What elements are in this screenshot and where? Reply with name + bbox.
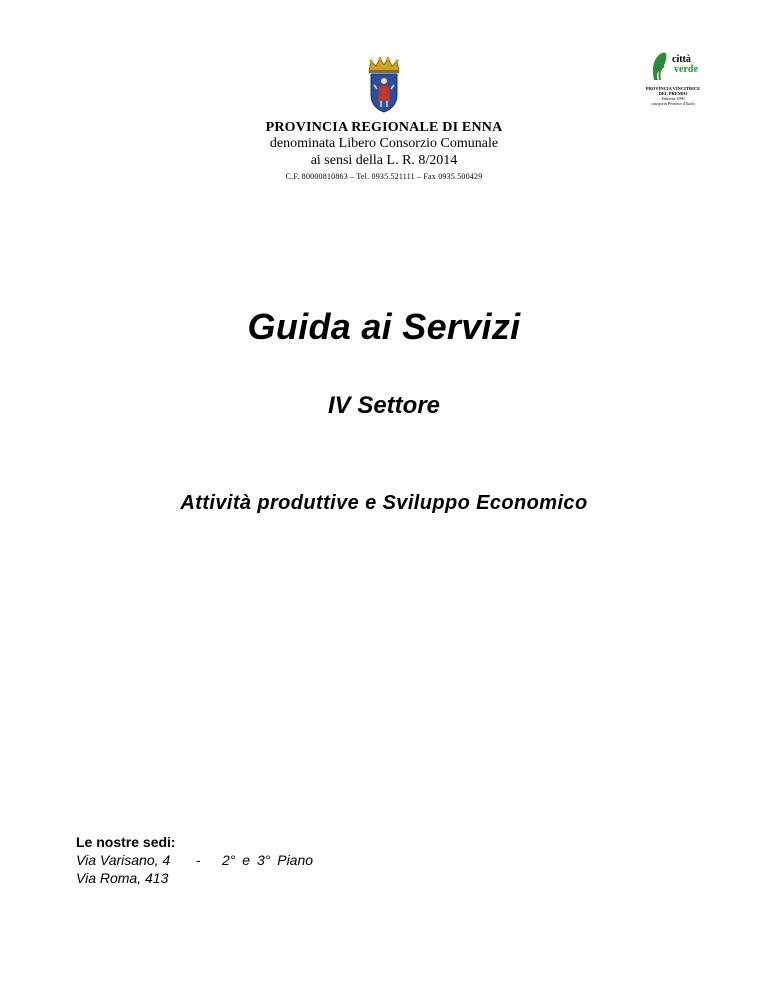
institution-name: PROVINCIA REGIONALE DI ENNA (265, 120, 503, 135)
location-floors: 2° e 3° Piano (222, 852, 314, 868)
badge-line-2: DEL PREMIO (658, 91, 688, 96)
badge-logo-bottom-text: verde (674, 64, 698, 75)
citta-verde-logo-icon (644, 48, 702, 84)
locations-heading: Le nostre sedi: (76, 834, 176, 850)
location-address-2: Via Roma, 413 (76, 870, 169, 886)
institution-law-reference: ai sensi della L. R. 8/2014 (310, 153, 458, 168)
citta-verde-award-badge (630, 48, 716, 110)
institution-subtitle: denominata Libero Consorzio Comunale (269, 136, 499, 151)
document-section: IV Settore (327, 392, 441, 419)
location-separator: - (196, 852, 201, 868)
badge-line-3: Edizione 1996 (661, 96, 685, 101)
badge-line-4: categoria Province d'Italia (651, 101, 695, 106)
province-coat-of-arms-icon (363, 57, 405, 113)
document-area: Attività produttive e Sviluppo Economico (180, 492, 588, 514)
institution-contacts: C.F. 80000810863 – Tel. 0935.521111 – Fax 0935.500429 (285, 172, 483, 181)
badge-line-1: PROVINCIA VINCITRICE (645, 86, 701, 91)
document-title: Guida ai Servizi (247, 306, 521, 347)
location-address-1: Via Varisano, 4 (76, 852, 171, 868)
badge-logo-top-text: città (672, 54, 691, 65)
